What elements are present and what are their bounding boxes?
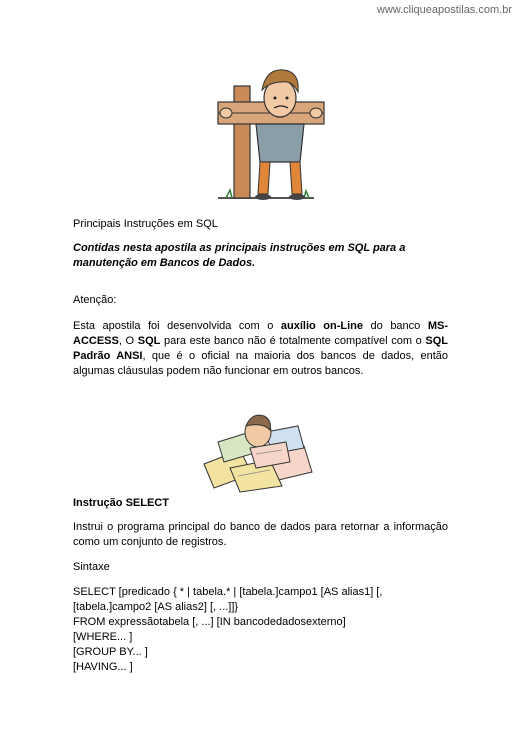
document-subtitle: Contidas nesta apostila as principais instruções em SQL para a manutenção em Bancos de Dados.: [73, 242, 406, 269]
paragraph-text-3: , O: [118, 335, 138, 347]
paragraph-bold-1: auxílio on-Line: [280, 320, 363, 332]
watermark-text: www.cliqueapostilas.com.br: [376, 4, 512, 16]
document-title: Principais Instruções em SQL: [73, 218, 218, 230]
paragraph-text-1: Esta apostila foi desenvolvida com o: [73, 320, 281, 332]
syntax-line: [HAVING... ]: [73, 661, 133, 673]
intro-paragraph: [73, 319, 448, 379]
syntax-line: [WHERE... ]: [73, 631, 133, 643]
attention-label: Atenção:: [73, 294, 117, 306]
paragraph-text-2: do banco: [363, 320, 428, 332]
paragraph-text-5: , que é o oficial na maioria dos bancos de dados, então algumas cláusulas podem não funcionar em outros bancos.: [73, 350, 448, 377]
select-heading: Instrução SELECT: [73, 497, 169, 509]
syntax-label: Sintaxe: [73, 561, 110, 573]
select-description: Instrui o programa principal do banco de dados para retornar a informação como um conjunto de registros.: [73, 521, 448, 548]
syntax-block: [73, 585, 448, 675]
syntax-line: [GROUP BY... ]: [73, 646, 148, 658]
papers-illustration: [200, 402, 316, 494]
paragraph-bold-2: MS-ACCESS: [73, 320, 448, 347]
pillory-illustration: [196, 58, 336, 206]
paragraph-bold-4: SQL Padrão ANSI: [73, 335, 449, 362]
paragraph-text-4: para este banco não é totalmente compatível com o: [160, 335, 426, 347]
syntax-line: SELECT [predicado { * | tabela.* | [tabela.]campo1 [AS alias1] [, [tabela.]campo2 [AS alias2] [, ...]]}: [73, 586, 383, 613]
paragraph-bold-3: SQL: [137, 335, 161, 347]
syntax-line: FROM expressãotabela [, ...] [IN bancodedadosexterno]: [73, 616, 346, 628]
